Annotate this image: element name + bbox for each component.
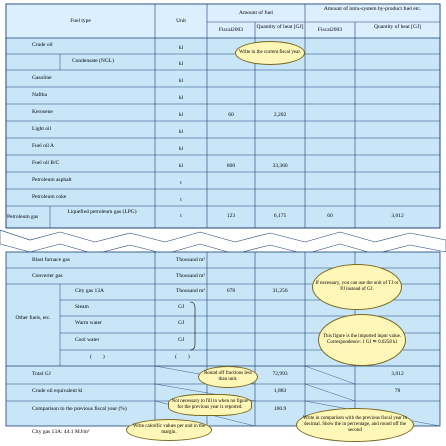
callout-calorific: Write calorific values per unit in the margin.	[126, 419, 212, 441]
row-fuel-oil-bc-amount: 800	[226, 163, 236, 169]
row-light-oil-unit: kl	[178, 129, 184, 135]
callout-comparison: Write in comparison with the previous fiscal year in decimal. Show the in percentage, and round off the second	[296, 408, 414, 442]
row-kerosene: Kerosene	[32, 109, 53, 115]
row-fuel-oil-bc: Fuel oil B/C	[32, 160, 60, 166]
callout-not-necessary: Not necessary to fill in when no figure for the previous year is reported.	[168, 394, 252, 416]
total-gj-label: Total GJ	[32, 371, 51, 377]
crude-oil-equivalent-heat: 1,883	[273, 388, 287, 394]
row-petroleum-gas-group: Petroleum gas	[7, 214, 39, 220]
row-condensate-unit: kl	[178, 61, 184, 67]
row-kerosene-unit: kl	[178, 112, 184, 118]
footer-note: City gas 13A: 44.1 MJ/m³	[32, 429, 90, 435]
row-fuel-oil-bc-unit: kl	[178, 163, 184, 169]
header-amount-of-fuel: Amount of fuel	[239, 10, 273, 16]
header-amount-intra-system: Amount of intra-system by-product fuel etc.	[323, 6, 422, 12]
row-gasoline: Gasoline	[32, 75, 52, 81]
comparison-label: Comparison to the previous fiscal year (%)	[32, 406, 127, 412]
row-gasoline-unit: kl	[178, 78, 184, 84]
row-kerosene-heat: 2,202	[273, 112, 287, 118]
header-quantity-heat-b: Quantity of heat [GJ]	[374, 24, 421, 30]
header-fiscal-2003-a: Fiscal2003	[218, 27, 244, 33]
row-blank-right: ( )	[175, 354, 190, 360]
row-petroleum-coke: Petroleum coke	[32, 194, 67, 200]
row-petroleum-asphalt-unit: t	[180, 180, 182, 186]
row-city-gas-unit: Thousand m³	[176, 288, 205, 294]
row-condensate: Condensate (NGL)	[72, 58, 115, 64]
header-fuel-type: Fuel type	[70, 18, 91, 24]
row-lpg-ib-amount: 60	[327, 213, 333, 219]
crude-oil-equivalent-label: Crude oil equivalent kl	[32, 388, 83, 394]
row-fuel-oil-a-unit: kl	[178, 146, 184, 152]
row-blast-furnace-gas: Blast furnace gas	[32, 257, 70, 263]
row-lpg-amount: 123	[226, 213, 236, 219]
row-lpg-ib-heat: 3,012	[391, 213, 404, 219]
row-lpg-heat: 6,175	[273, 213, 287, 219]
row-converter-gas: Converter gas	[32, 273, 63, 279]
row-light-oil: Light oil	[32, 126, 52, 132]
header-fiscal-2003-b: Fiscal2003	[317, 27, 343, 33]
row-blast-furnace-gas-unit: Thousand m³	[176, 257, 205, 263]
row-crude-oil-unit: kl	[178, 45, 184, 51]
row-naftha: Naftha	[32, 92, 47, 98]
row-fuel-oil-a: Fuel oil A	[32, 143, 55, 149]
row-steam-unit: GJ	[178, 304, 185, 310]
row-cool-water-unit: GJ	[178, 337, 185, 343]
row-cool-water: Cool water	[75, 337, 100, 343]
row-converter-gas-unit: Thousand m³	[176, 273, 205, 279]
row-city-gas: City gas 13A	[75, 288, 105, 294]
row-warm-water: Warm water	[75, 320, 102, 326]
row-lpg-unit: t	[180, 213, 182, 219]
row-kerosene-amount: 60	[228, 112, 234, 118]
row-fuel-oil-bc-heat: 33,360	[272, 163, 288, 169]
row-petroleum-asphalt: Petroleum asphalt	[32, 177, 72, 183]
total-gj-ib-heat: 3,012	[391, 371, 404, 377]
callout-round-off: Round off fractions less than unit.	[198, 366, 258, 388]
callout-imported-steam: This figure is the imported input value. Correspondence: 1 GJ ≒ 0.0258 kl	[318, 314, 406, 366]
row-warm-water-unit: GJ	[178, 320, 185, 326]
row-naftha-unit: kl	[178, 95, 184, 101]
callout-unit-tj: If necessary, you can use the unit of TJ or PJ instead of GJ.	[312, 264, 402, 310]
row-lpg: Liquefied petroleum gas (LPG)	[67, 209, 137, 215]
callout-current-year: Write in the current fiscal year.	[235, 41, 305, 65]
row-city-gas-amount: 678	[226, 288, 236, 294]
header-unit: Unit	[176, 18, 186, 24]
row-blank-left: ( )	[90, 354, 105, 360]
row-crude-oil: Crude oil	[32, 42, 53, 48]
crude-oil-equivalent-ib-heat: 78	[394, 388, 401, 394]
comparison-heat: 100.9	[273, 406, 287, 412]
other-fuels-label: Other fuels, etc.	[15, 315, 51, 321]
header-quantity-heat-a: Quantity of heat [GJ]	[256, 24, 304, 30]
total-gj-heat: 72,993	[272, 371, 288, 377]
row-steam: Steam	[75, 304, 89, 310]
row-city-gas-heat: 31,256	[272, 288, 288, 294]
row-petroleum-coke-unit: t	[180, 197, 182, 203]
